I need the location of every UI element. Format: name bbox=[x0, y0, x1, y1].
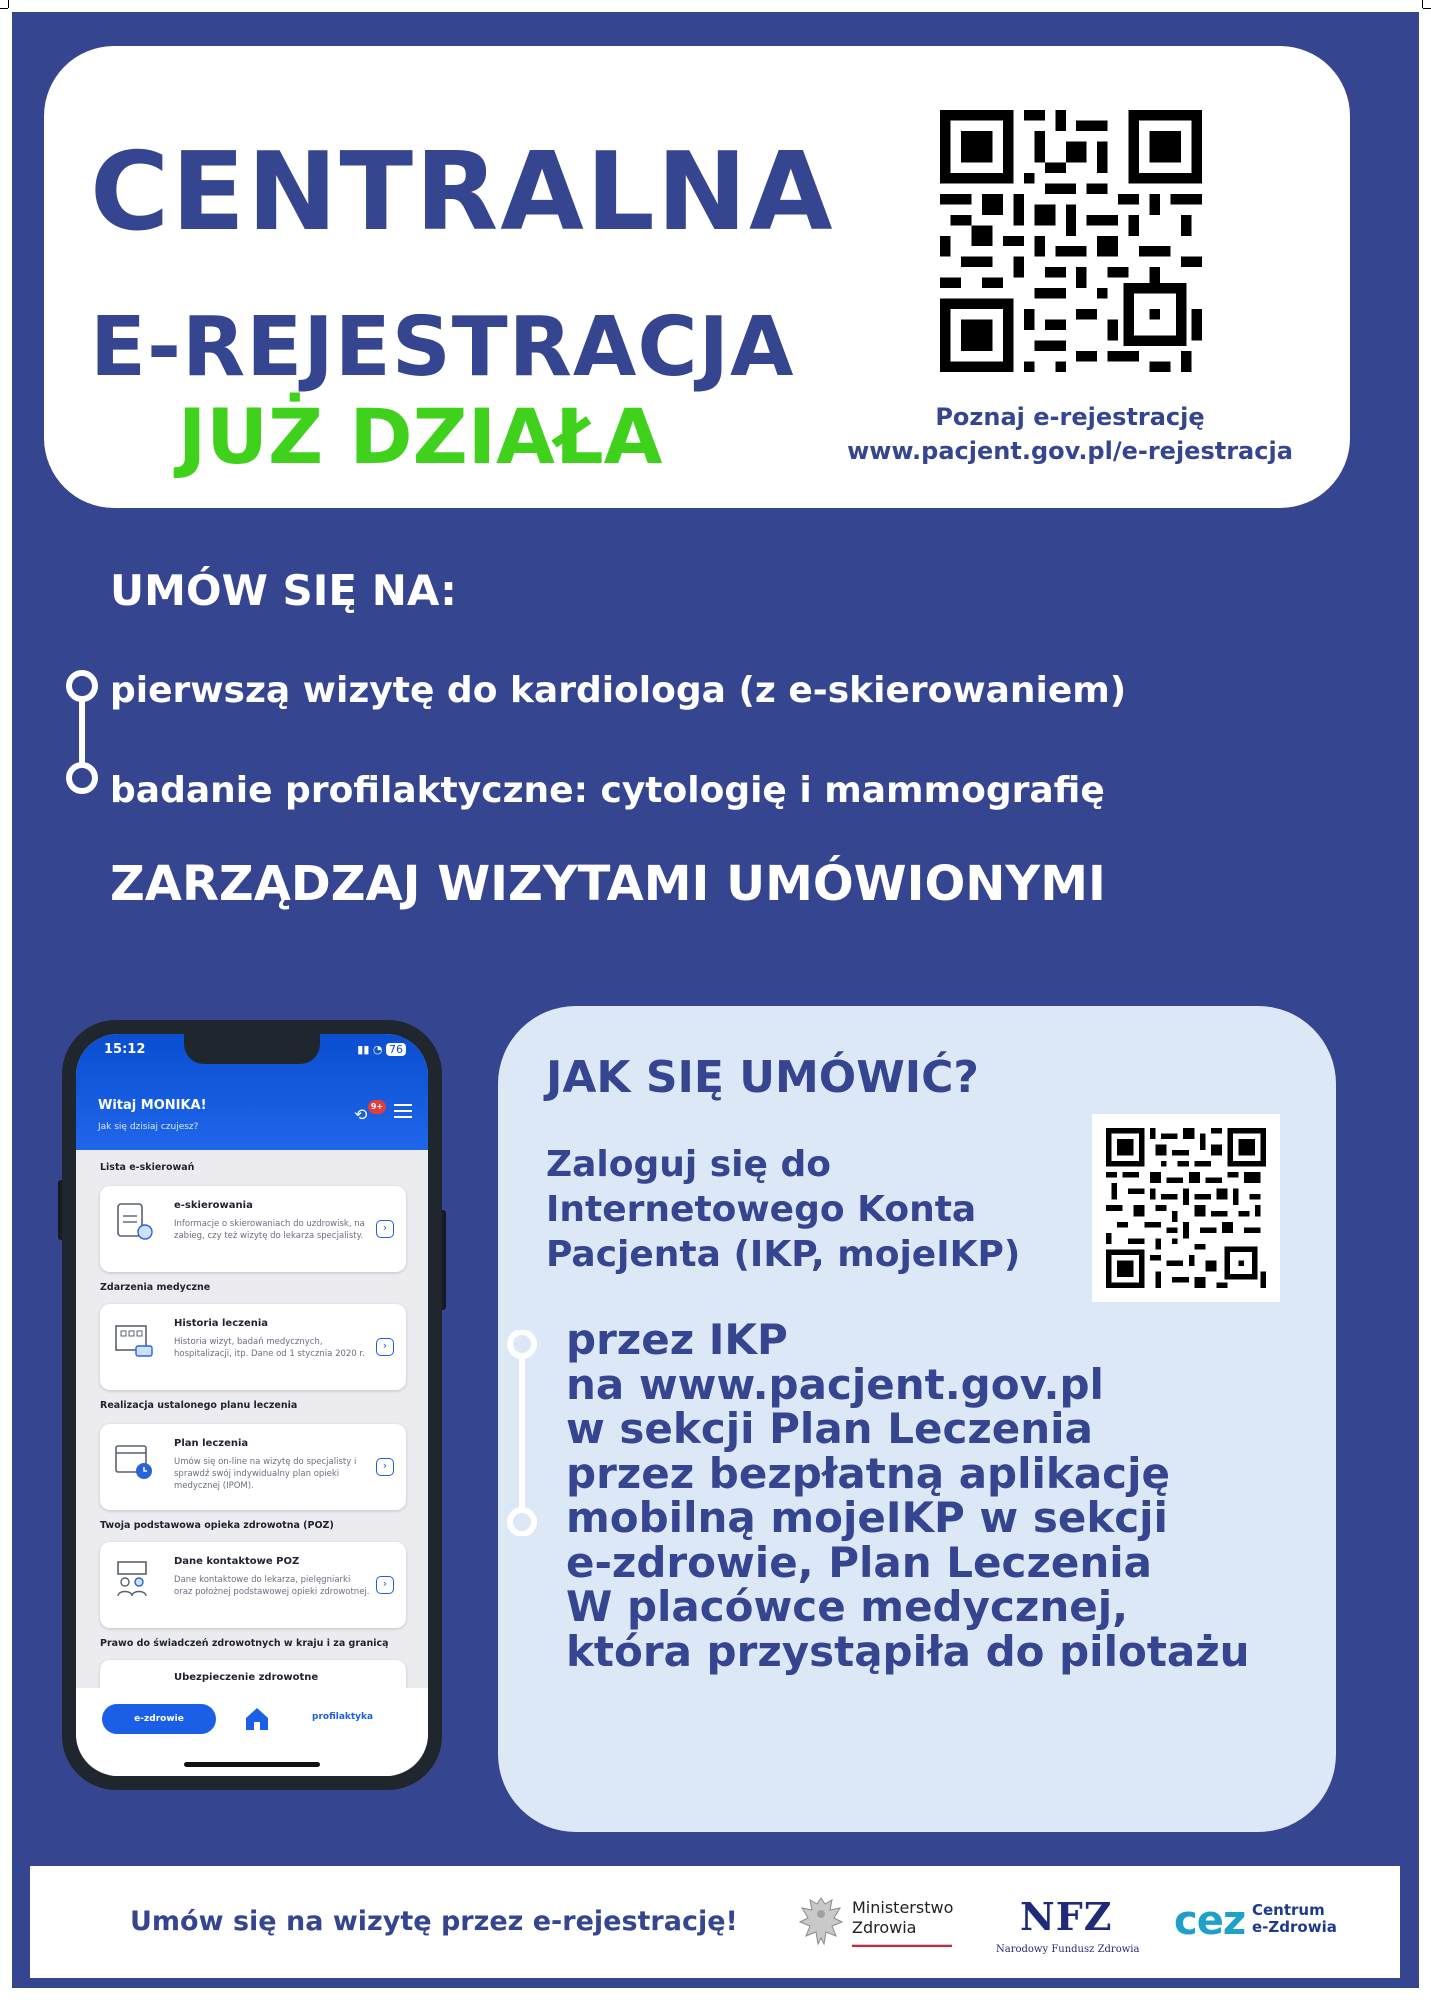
cez-line1: Centrum bbox=[1252, 1901, 1325, 1919]
step-line: e-zdrowie, Plan Leczenia bbox=[566, 1537, 1153, 1587]
card-desc: Historia wizyt, badań medycznych, hospitalizacji, itp. Dane od 1 stycznia 2020 r. bbox=[174, 1337, 365, 1359]
bell-icon[interactable]: ⟲ bbox=[354, 1105, 368, 1124]
timeline-dot-icon bbox=[506, 1330, 566, 1536]
qr-caption bbox=[820, 400, 1320, 468]
card-desc: Informacje o skierowaniach do uzdrowisk, na zabieg, czy też wizytę do lekarza specjalisty. bbox=[174, 1219, 365, 1241]
card-historia-leczenia[interactable] bbox=[100, 1304, 406, 1390]
section-label: Twoja podstawowa opieka zdrowotna (POZ) bbox=[100, 1520, 334, 1531]
qr-caption-url[interactable]: www.pacjent.gov.pl/e-rejestracja bbox=[847, 437, 1293, 465]
section-label: Prawo do świadczeń zdrowotnych w kraju i za granicą bbox=[100, 1638, 389, 1649]
calendar-icon bbox=[112, 1438, 158, 1484]
manage-heading: ZARZĄDZAJ WIZYTAMI UMÓWIONYMI bbox=[110, 856, 1106, 912]
home-indicator bbox=[184, 1762, 320, 1767]
login-line: Pacjenta (IKP, mojeIKP) bbox=[546, 1234, 1021, 1275]
card-plan-leczenia[interactable] bbox=[100, 1424, 406, 1510]
step-line: która przystąpiła do pilotażu bbox=[566, 1626, 1250, 1676]
section-label: Realizacja ustalonego planu leczenia bbox=[100, 1400, 298, 1411]
card-e-skierowania[interactable] bbox=[100, 1186, 406, 1272]
qr-caption-line1: Poznaj e-rejestrację bbox=[935, 403, 1205, 431]
crop-mark bbox=[0, 8, 8, 9]
step-line: przez bezpłatną aplikację bbox=[566, 1448, 1170, 1498]
menu-icon[interactable] bbox=[394, 1104, 412, 1118]
title-e-rejestracja: E-REJESTRACJA bbox=[90, 300, 795, 395]
hospital-icon bbox=[112, 1318, 158, 1364]
home-icon[interactable] bbox=[242, 1704, 272, 1734]
status-battery: ▮▮ ◔ 76 bbox=[357, 1043, 406, 1056]
title-centralna: CENTRALNA bbox=[90, 130, 835, 255]
crop-mark bbox=[1422, 0, 1423, 8]
card-title: Plan leczenia bbox=[174, 1438, 249, 1449]
clinic-staff-icon bbox=[112, 1556, 158, 1602]
greeting-sub: Jak się dzisiaj czujesz? bbox=[98, 1122, 199, 1132]
card-desc: Dane kontaktowe do lekarza, pielęgniarki oraz położnej podstawowej opieki zdrowotnej. bbox=[174, 1575, 370, 1597]
eagle-emblem-icon bbox=[796, 1892, 846, 1952]
nfz-subtitle: Narodowy Fundusz Zdrowia bbox=[996, 1944, 1140, 1955]
notification-badge: 9+ bbox=[368, 1100, 386, 1114]
login-instructions bbox=[546, 1142, 1020, 1277]
qr-code-icon bbox=[1106, 1128, 1266, 1288]
card-title: Dane kontaktowe POZ bbox=[174, 1556, 300, 1567]
phone-notch bbox=[184, 1034, 320, 1064]
card-desc: Umów się on-line na wizytę do specjalisty i sprawdź swój indywidualny plan opieki medycznej (IPOM). bbox=[174, 1457, 357, 1491]
card-title: Historia leczenia bbox=[174, 1318, 269, 1329]
howto-heading: JAK SIĘ UMÓWIĆ? bbox=[546, 1052, 979, 1103]
nav-profilaktyka[interactable]: profilaktyka bbox=[312, 1712, 374, 1722]
step-line: na www.pacjent.gov.pl bbox=[566, 1359, 1104, 1409]
qr-code-small[interactable] bbox=[1092, 1114, 1280, 1302]
cez-logo: cez bbox=[1174, 1898, 1246, 1944]
step-line: W placówce medycznej, bbox=[566, 1582, 1129, 1631]
title-juz-dziala: JUŻ DZIAŁA bbox=[178, 392, 663, 481]
step-line: mobilną mojeIKP w sekcji bbox=[566, 1493, 1168, 1542]
crop-mark bbox=[8, 0, 9, 8]
chevron-right-icon[interactable]: › bbox=[376, 1338, 394, 1356]
nfz-logo: NFZ bbox=[1020, 1894, 1113, 1939]
crop-mark bbox=[1423, 8, 1431, 9]
section-label: Zdarzenia medyczne bbox=[100, 1282, 211, 1293]
qr-code-top[interactable] bbox=[940, 110, 1202, 372]
chevron-right-icon[interactable]: › bbox=[376, 1576, 394, 1594]
section-label: Lista e-skierowań bbox=[100, 1162, 195, 1173]
step-line: przez IKP bbox=[566, 1315, 788, 1364]
ministry-flag-line bbox=[852, 1944, 952, 1947]
bottom-nav bbox=[76, 1688, 428, 1776]
appointment-item-screening: badanie profilaktyczne: cytologię i mammografię bbox=[110, 770, 1105, 811]
appointment-item-cardiology: pierwszą wizytę do kardiologa (z e-skierowaniem) bbox=[110, 670, 1127, 711]
login-line: Internetowego Konta bbox=[546, 1189, 977, 1230]
chevron-right-icon[interactable]: › bbox=[376, 1220, 394, 1238]
steps-list bbox=[566, 1315, 1250, 1676]
document-icon bbox=[112, 1200, 158, 1246]
card-dane-kontaktowe-poz[interactable] bbox=[100, 1542, 406, 1628]
appointments-heading: UMÓW SIĘ NA: bbox=[110, 566, 457, 615]
battery-level: 76 bbox=[386, 1043, 406, 1056]
ministry-line2: Zdrowia bbox=[852, 1918, 917, 1937]
ministry-line1: Ministerstwo bbox=[852, 1898, 954, 1917]
status-time: 15:12 bbox=[104, 1042, 146, 1057]
step-line: w sekcji Plan Leczenia bbox=[566, 1404, 1093, 1453]
login-line: Zaloguj się do bbox=[546, 1144, 831, 1185]
cez-line2: e-Zdrowia bbox=[1252, 1918, 1337, 1936]
footer-slogan: Umów się na wizytę przez e-rejestrację! bbox=[130, 1906, 738, 1937]
nav-e-zdrowie[interactable]: e-zdrowie bbox=[102, 1704, 216, 1734]
phone-screen bbox=[76, 1034, 428, 1776]
ministry-logo-text bbox=[852, 1898, 953, 1938]
card-title: e-skierowania bbox=[174, 1200, 253, 1211]
cez-text bbox=[1252, 1902, 1337, 1936]
card-title: Ubezpieczenie zdrowotne bbox=[174, 1672, 319, 1683]
timeline-dot-icon bbox=[54, 666, 114, 796]
chevron-right-icon[interactable]: › bbox=[376, 1458, 394, 1476]
greeting: Witaj MONIKA! bbox=[98, 1098, 207, 1113]
